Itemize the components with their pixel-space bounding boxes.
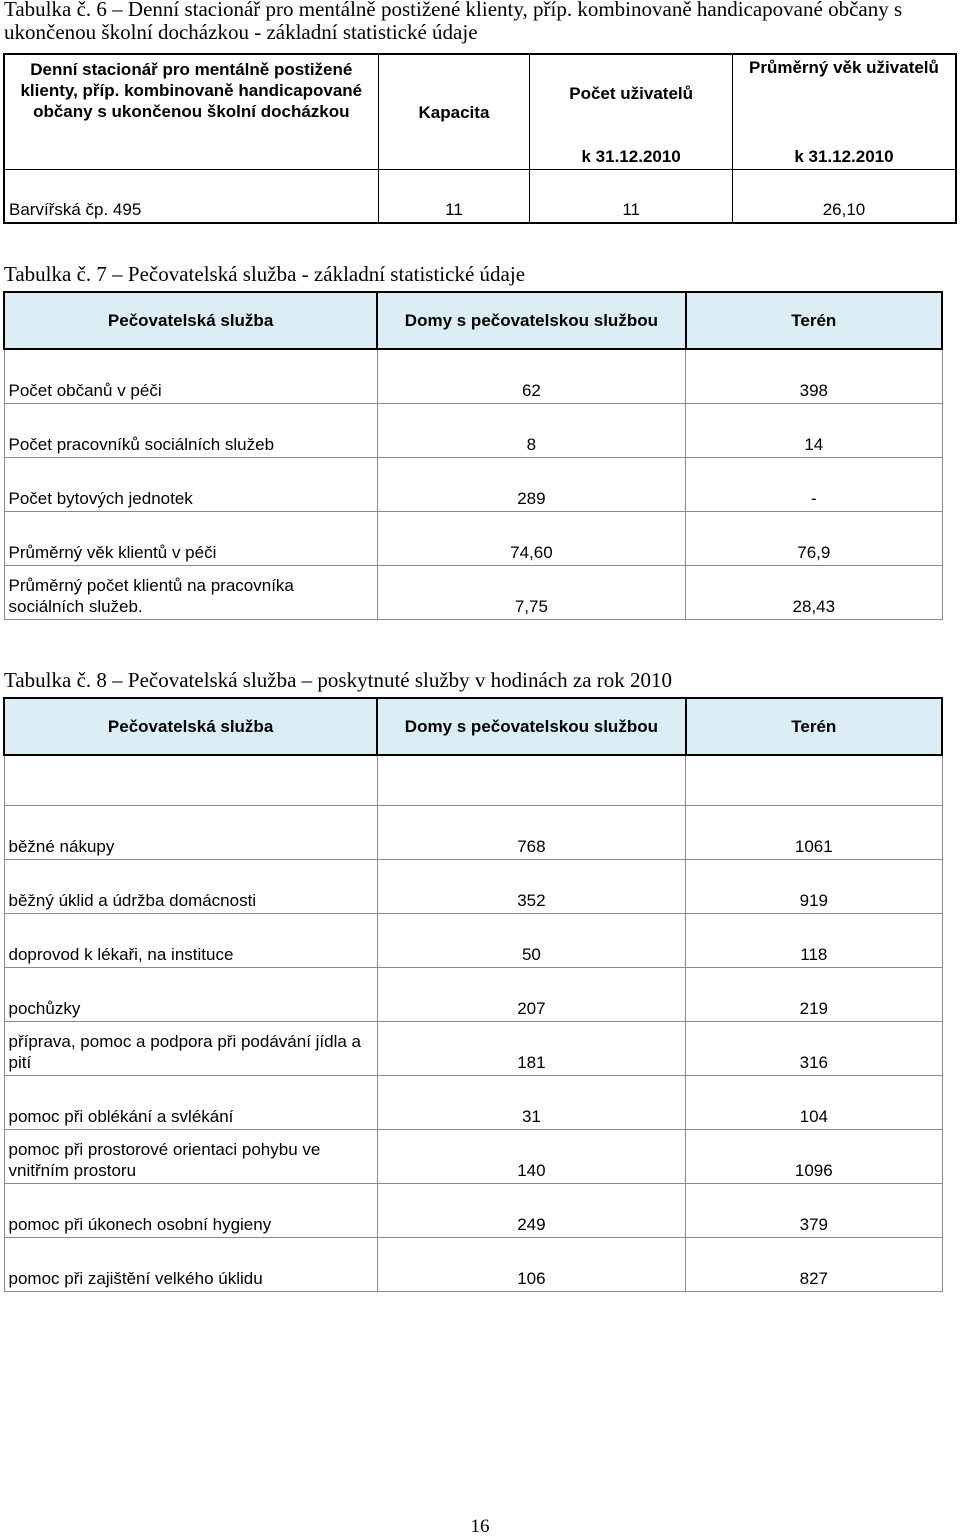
- table-row: [4, 860, 942, 914]
- table7: [3, 291, 943, 620]
- table7-caption: Tabulka č. 7 – Pečovatelská služba - základní statistické údaje: [4, 262, 526, 286]
- table-row: [4, 1184, 942, 1238]
- table6-header-row: [4, 54, 956, 117]
- table7-row-label: Průměrný počet klientů na pracovníka sociálních služeb.: [4, 566, 377, 620]
- table-row: [4, 968, 942, 1022]
- table8-spacer-row: [4, 755, 942, 806]
- table8-row-field: 104: [686, 1076, 942, 1130]
- table-row: [4, 1022, 942, 1076]
- table8-row-field: 1096: [686, 1130, 942, 1184]
- table8-row-field: 919: [686, 860, 942, 914]
- table8-row-houses: 352: [377, 860, 685, 914]
- table7-row-houses: 8: [377, 404, 685, 458]
- table-row: [4, 349, 942, 404]
- table7-row-label: Počet pracovníků sociálních služeb: [4, 404, 377, 458]
- table6: [3, 53, 957, 224]
- table8-row-label: pomoc při prostorové orientaci pohybu ve vnitřním prostoru: [4, 1130, 377, 1184]
- table7-row-label: Počet bytových jednotek: [4, 458, 377, 512]
- table-row: [4, 512, 942, 566]
- table8-header-houses: Domy s pečovatelskou službou: [377, 698, 685, 755]
- table6-header-users: Počet uživatelů: [530, 54, 733, 117]
- table6-caption: Tabulka č. 6 – Denní stacionář pro mentálně postižené klienty, příp. kombinovaně handicapované občany s ukončenou školní docházkou - základní statistické údaje: [4, 0, 903, 44]
- table8-row-label: pomoc při oblékání a svlékání: [4, 1076, 377, 1130]
- table7-header-service: Pečovatelská služba: [4, 292, 377, 349]
- table8-row-label: pomoc při úkonech osobní hygieny: [4, 1184, 377, 1238]
- table8-header-field: Terén: [686, 698, 942, 755]
- table8-row-field: 1061: [686, 806, 942, 860]
- table7-row-field: -: [686, 458, 942, 512]
- page-number: 16: [470, 1516, 490, 1537]
- table6-header-avg-age-date: k 31.12.2010: [732, 117, 956, 170]
- table-row: [4, 914, 942, 968]
- table8-row-houses: 181: [377, 1022, 685, 1076]
- table-row: [4, 1130, 942, 1184]
- table8-row-label: běžné nákupy: [4, 806, 377, 860]
- table6-header-avg-age: Průměrný věk uživatelů: [732, 54, 956, 117]
- table8-row-label: příprava, pomoc a podpora při podávání jídla a pití: [4, 1022, 377, 1076]
- table7-row-field: 398: [686, 349, 942, 404]
- table7-row-field: 76,9: [686, 512, 942, 566]
- table8-row-houses: 249: [377, 1184, 685, 1238]
- table-row: [4, 170, 956, 224]
- table7-row-field: 14: [686, 404, 942, 458]
- table8-row-label: pomoc při zajištění velkého úklidu: [4, 1238, 377, 1292]
- table8-row-field: 219: [686, 968, 942, 1022]
- table8-header-row: [4, 698, 942, 755]
- table6-header-facility: Denní stacionář pro mentálně postižené klienty, příp. kombinovaně handicapované občany s ukončenou školní docházkou: [4, 54, 378, 170]
- table8: [3, 697, 943, 1292]
- table8-row-field: 379: [686, 1184, 942, 1238]
- table8-row-label: pochůzky: [4, 968, 377, 1022]
- table6-cell-name: Barvířská čp. 495: [4, 170, 378, 224]
- table6-header-capacity: Kapacita: [378, 54, 530, 170]
- table8-row-field: 827: [686, 1238, 942, 1292]
- table8-row-houses: 768: [377, 806, 685, 860]
- table6-cell-users: 11: [530, 170, 733, 224]
- table7-row-houses: 289: [377, 458, 685, 512]
- table6-cell-avg-age: 26,10: [732, 170, 956, 224]
- table8-row-houses: 140: [377, 1130, 685, 1184]
- table7-header-row: [4, 292, 942, 349]
- table7-row-houses: 7,75: [377, 566, 685, 620]
- table7-row-field: 28,43: [686, 566, 942, 620]
- table7-row-label: Průměrný věk klientů v péči: [4, 512, 377, 566]
- table8-row-houses: 106: [377, 1238, 685, 1292]
- table8-row-houses: 207: [377, 968, 685, 1022]
- table8-row-label: běžný úklid a údržba domácnosti: [4, 860, 377, 914]
- table7-row-houses: 62: [377, 349, 685, 404]
- table-row: [4, 1238, 942, 1292]
- table-row: [4, 1076, 942, 1130]
- table6-header-users-date: k 31.12.2010: [530, 117, 733, 170]
- table8-row-field: 118: [686, 914, 942, 968]
- table-row: [4, 806, 942, 860]
- table6-cell-capacity: 11: [378, 170, 530, 224]
- table-row: [4, 566, 942, 620]
- table-row: [4, 404, 942, 458]
- table7-row-label: Počet občanů v péči: [4, 349, 377, 404]
- table7-header-houses: Domy s pečovatelskou službou: [377, 292, 685, 349]
- table8-header-service: Pečovatelská služba: [4, 698, 377, 755]
- table8-row-field: 316: [686, 1022, 942, 1076]
- table7-row-houses: 74,60: [377, 512, 685, 566]
- table-row: [4, 458, 942, 512]
- table8-row-houses: 50: [377, 914, 685, 968]
- table8-row-label: doprovod k lékaři, na instituce: [4, 914, 377, 968]
- table8-row-houses: 31: [377, 1076, 685, 1130]
- table8-caption: Tabulka č. 8 – Pečovatelská služba – poskytnuté služby v hodinách za rok 2010: [4, 668, 673, 692]
- table7-header-field: Terén: [686, 292, 942, 349]
